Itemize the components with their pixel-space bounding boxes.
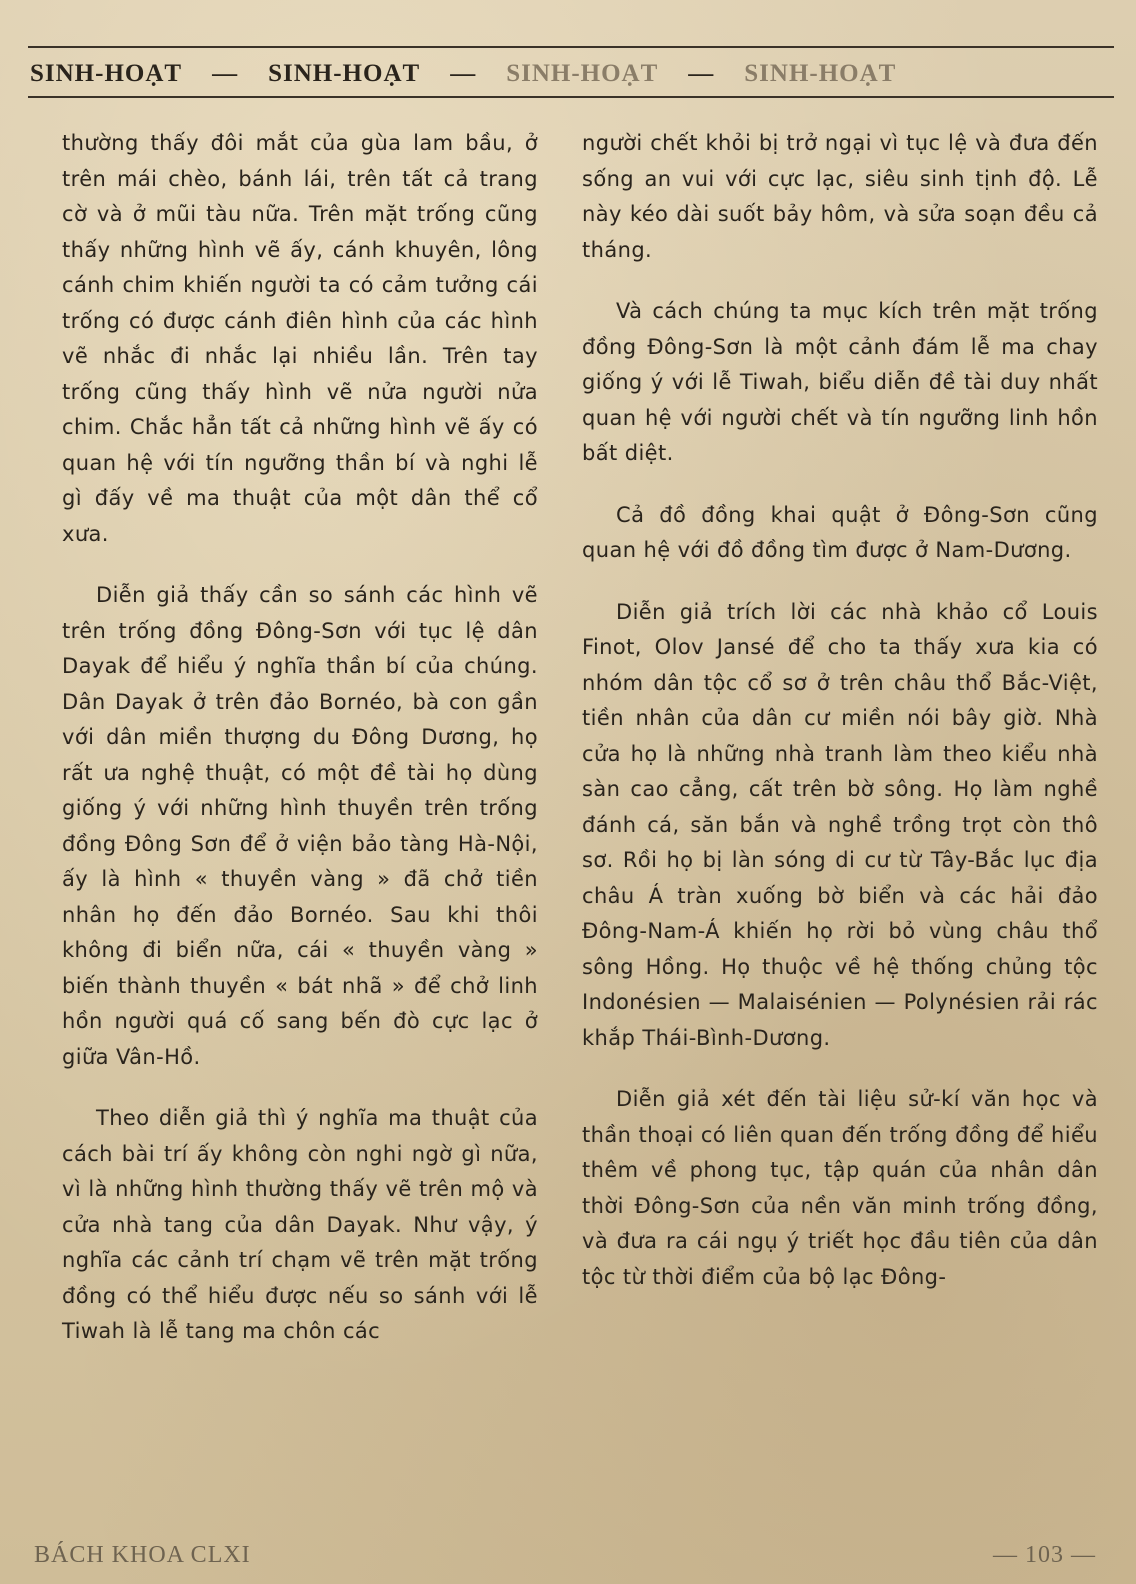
header-top-rule xyxy=(28,46,1114,48)
right-column xyxy=(582,126,1098,1321)
header-separator-3: — xyxy=(688,60,715,87)
right-paragraph-3: Cả đồ đồng khai quật ở Đông-Sơn cũng quan hệ với đồ đồng tìm được ở Nam-Dương. xyxy=(582,502,1098,562)
header-run-3: SINH-HOẠT xyxy=(506,60,659,87)
header-run-4: SINH-HOẠT xyxy=(744,60,897,87)
header-run-1: SINH-HOẠT xyxy=(30,60,183,87)
page-footer xyxy=(34,1542,1096,1569)
left-paragraph-2: Diễn giả thấy cần so sánh các hình vẽ trên trống đồng Đông-Sơn với tục lệ dân Dayak để hiểu ý nghĩa thần bí của chúng. Dân Dayak ở trên đảo Bornéo, bà con gần với dân miền thượng du Đông Dương, họ rất ưa nghệ thuật, có một đề tài họ dùng giống ý với những hình thuyền trên trống đồng Đông Sơn để ở viện bảo tàng Hà-Nội, ấy là hình « thuyền vàng » đã chở tiền nhân họ đến đảo Bornéo. Sau khi thôi không đi biển nữa, cái « thuyền vàng » biến thành thuyền « bát nhã » để chở linh hồn người quá cố sang bến đò cực lạc ở giữa Vân-Hồ. xyxy=(62,583,538,1069)
header-separator-1: — xyxy=(212,60,239,87)
header-run-2: SINH-HOẠT xyxy=(268,60,421,87)
right-paragraph-2: Và cách chúng ta mục kích trên mặt trống đồng Đông-Sơn là một cảnh đám lễ ma chay giống ý với lễ Tiwah, biểu diễn đề tài duy nhất quan hệ với người chết và tín ngưỡng linh hồn bất diệt. xyxy=(582,299,1098,465)
running-header xyxy=(30,60,1112,88)
left-column xyxy=(62,126,538,1376)
right-paragraph-1: người chết khỏi bị trở ngại vì tục lệ và đưa đến sống an vui với cực lạc, siêu sinh tịnh độ. Lễ này kéo dài suốt bảy hôm, và sửa soạn đều cả tháng. xyxy=(582,131,1098,262)
right-paragraph-5: Diễn giả xét đến tài liệu sử-kí văn học và thần thoại có liên quan đến trống đồng để hiểu thêm về phong tục, tập quán của nhân dân thời Đông-Sơn của nền văn minh trống đồng, và đưa ra cái ngụ ý triết học đầu tiên của dân tộc từ thời điểm của bộ lạc Đông- xyxy=(582,1087,1098,1289)
header-bottom-rule xyxy=(28,96,1114,98)
footer-page-number: — 103 — xyxy=(993,1542,1096,1568)
right-paragraph-4: Diễn giả trích lời các nhà khảo cổ Louis Finot, Olov Jansé để cho ta thấy xưa kia có nhóm dân tộc cổ sơ ở trên châu thổ Bắc-Việt, tiền nhân của dân cư miền nói bây giờ. Nhà cửa họ là những nhà tranh làm theo kiểu nhà sàn cao cẳng, cất trên bờ sông. Họ làm nghề đánh cá, săn bắn và nghề trồng trọt còn thô sơ. Rồi họ bị làn sóng di cư từ Tây-Bắc lục địa châu Á tràn xuống bờ biển và các hải đảo Đông-Nam-Á khiến họ rời bỏ vùng châu thổ sông Hồng. Họ thuộc về hệ thống chủng tộc Indonésien — Malaisénien — Polynésien rải rác khắp Thái-Bình-Dương. xyxy=(582,599,1098,1050)
header-separator-2: — xyxy=(450,60,477,87)
footer-magazine-issue: BÁCH KHOA CLXI xyxy=(34,1542,251,1568)
left-paragraph-3: Theo diễn giả thì ý nghĩa ma thuật của cách bài trí ấy không còn nghi ngờ gì nữa, vì là những hình thường thấy vẽ trên mộ và cửa nhà tang của dân Dayak. Như vậy, ý nghĩa các cảnh trí chạm vẽ trên mặt trống đồng có thể hiểu được nếu so sánh với lễ Tiwah là lễ tang ma chôn các xyxy=(62,1106,538,1343)
left-paragraph-1: thường thấy đôi mắt của gùa lam bầu, ở trên mái chèo, bánh lái, trên tất cả trang cờ và ở mũi tàu nữa. Trên mặt trống cũng thấy những hình vẽ ấy, cánh khuyên, lông cánh chim khiến người ta có cảm tưởng cái trống có được cánh điên hình của các hình vẽ nhắc đi nhắc lại nhiều lần. Trên tay trống cũng thấy hình vẽ nửa người nửa chim. Chắc hẳn tất cả những hình vẽ ấy có quan hệ với tín ngưỡng thần bí và nghi lễ gì đấy về ma thuật của một dân thể cổ xưa. xyxy=(62,131,538,546)
